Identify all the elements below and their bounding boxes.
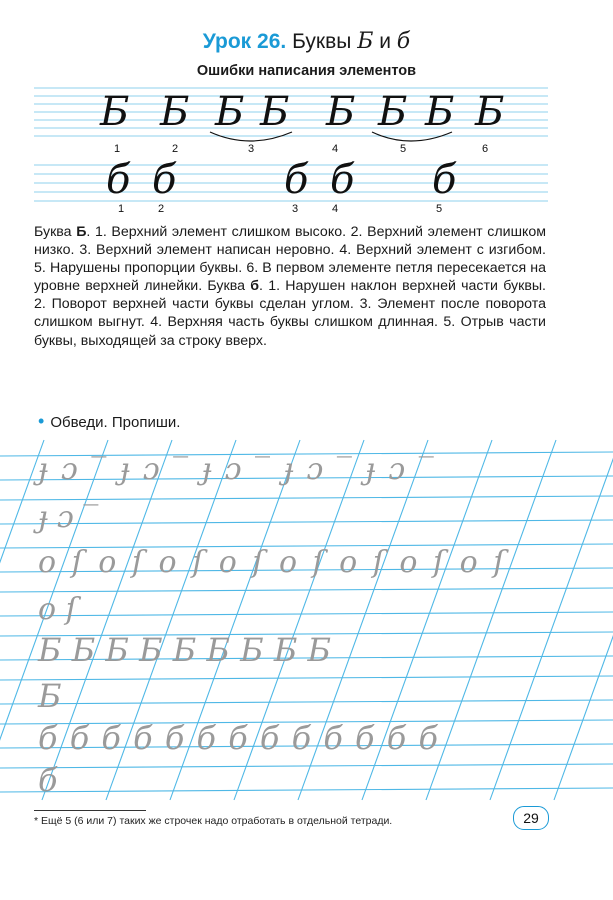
ruling-line — [0, 764, 613, 768]
trace-row: o ſ — [38, 592, 77, 627]
trace-row: ɟ ɔ ‾ — [38, 500, 99, 535]
ruling-line — [554, 440, 613, 800]
error-letter: Б — [326, 89, 356, 135]
desc-lower-text: . 1. Нарушен наклон верхней части буквы. 2. Поворот верхней части буквы сделан углом. 3. Элемент после поворота слишком выгнут. 4. Верхняя часть буквы слишком длинная. 5. Отрыв части буквы, выходящей за строку вверх. — [34, 278, 546, 349]
footnote: * Ещё 5 (6 или 7) таких же строчек надо отработать в отдельной тетради. — [34, 815, 393, 827]
error-number: 3 — [292, 203, 299, 215]
title-word: Буквы — [292, 30, 352, 53]
task-text: Обведи. Пропиши. — [50, 414, 181, 431]
error-letter: Б — [425, 89, 455, 135]
trace-row: Б Б Б Б Б Б Б Б Б — [38, 631, 332, 669]
grouping-arcs — [0, 0, 613, 160]
ruling-line — [0, 700, 613, 704]
trace-row: Б — [38, 677, 62, 715]
error-number: 5 — [400, 143, 407, 155]
bullet-icon: • — [38, 411, 45, 431]
error-letter: б — [284, 157, 309, 203]
title-letter-lower: б — [396, 29, 411, 54]
desc-letter-lower: б — [250, 278, 260, 295]
error-letter: б — [330, 157, 355, 203]
trace-row: o ſ o ſ o ſ o ſ o ſ o ſ o ſ o ſ — [38, 545, 505, 580]
error-number: 1 — [118, 203, 125, 215]
error-number: 4 — [332, 203, 339, 215]
error-letter: Б — [378, 89, 408, 135]
page-number: 29 — [513, 806, 549, 830]
error-letter: б — [106, 157, 131, 203]
title-conj: и — [379, 30, 391, 53]
error-letter: б — [152, 157, 177, 203]
ruling-line — [0, 788, 613, 792]
error-number: 1 — [114, 143, 121, 155]
error-number: 2 — [158, 203, 165, 215]
error-number: 4 — [332, 143, 339, 155]
error-letter: Б — [260, 89, 290, 135]
section-title: Ошибки написания элементов — [196, 63, 417, 79]
error-letter: Б — [160, 89, 190, 135]
ruling-line — [426, 440, 556, 800]
error-number: 6 — [482, 143, 489, 155]
ruling-line — [0, 588, 613, 592]
error-number: 2 — [172, 143, 179, 155]
ruling-line — [0, 676, 613, 680]
error-letter: Б — [475, 89, 505, 135]
error-letter: Б — [215, 89, 245, 135]
desc-upper-text: . 1. Верхний элемент слишком высоко. 2. Верхний элемент слишком низко. 3. Верхний элемент написан неровно. 4. Верхний элемент с изгибом. 5. Нарушены пропорции буквы. 6. В первом элементе петля пересекается на уровне верхней линейки. Буква — [34, 224, 546, 295]
trace-row: б б б б б б б б б б б б б — [38, 719, 439, 757]
error-number: 5 — [436, 203, 443, 215]
title-letter-upper: Б — [357, 29, 374, 54]
error-number: 3 — [248, 143, 255, 155]
error-letter: Б — [100, 89, 130, 135]
trace-row: ɟ ɔ ‾ ɟ ɔ ‾ ɟ ɔ ‾ ɟ ɔ ‾ ɟ ɔ ‾ — [38, 452, 436, 487]
ruling-line — [490, 440, 613, 800]
trace-row: б — [38, 761, 58, 799]
ruling-line — [0, 612, 613, 616]
error-letter: б — [432, 157, 457, 203]
error-description — [34, 223, 546, 350]
desc-letter-upper: Б — [76, 224, 87, 240]
footnote-divider — [34, 810, 146, 811]
desc-prefix: Буква — [34, 224, 77, 240]
lesson-number: Урок 26. — [202, 30, 287, 53]
task-instruction — [38, 411, 180, 432]
